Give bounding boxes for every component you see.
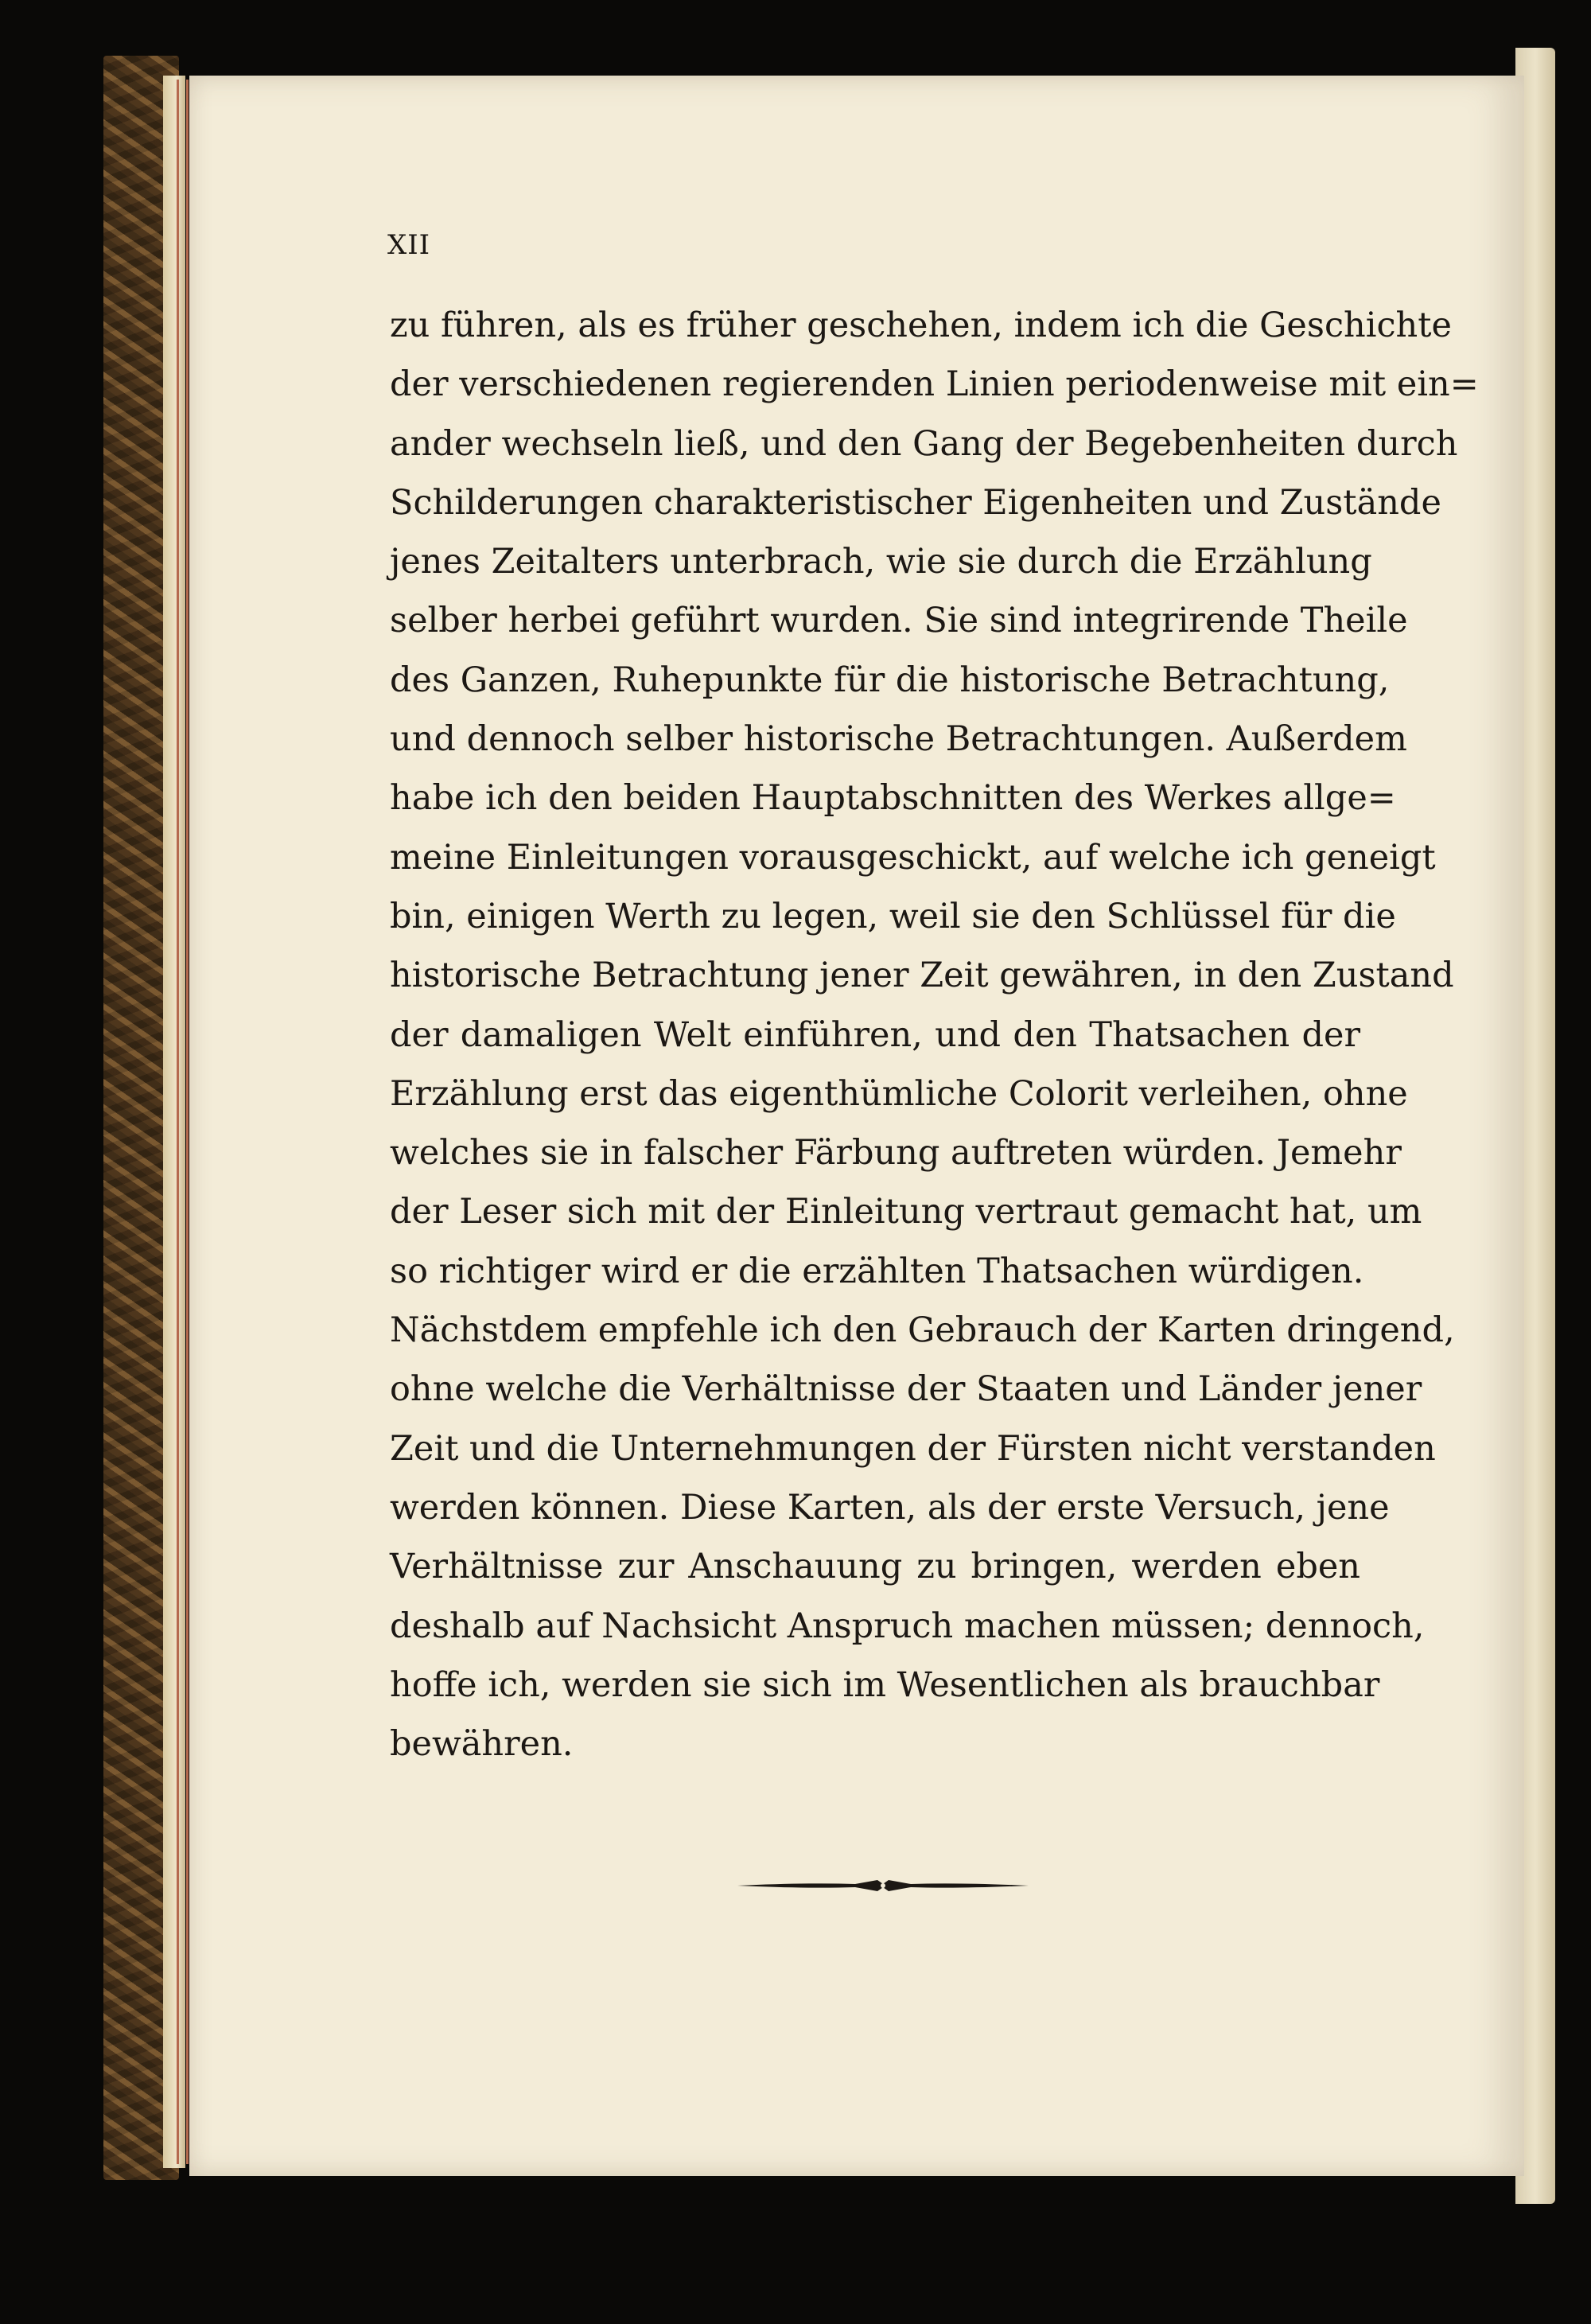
- text-line: welches sie in falscher Färbung auftreten würden. Jemehr: [390, 1133, 1402, 1174]
- text-line: hoffe ich, werden sie sich im Wesentlichen als brauchbar: [390, 1664, 1380, 1705]
- text-line: jenes Zeitalters unterbrach, wie sie durch die Erzählung: [390, 542, 1372, 582]
- text-line: ander wechseln ließ, und den Gang der Begebenheiten durch: [390, 423, 1458, 464]
- text-line: deshalb auf Nachsicht Anspruch machen müssen; dennoch,: [390, 1606, 1425, 1646]
- text-line: des Ganzen, Ruhepunkte für die historische Betrachtung,: [390, 660, 1390, 700]
- text-line: so richtiger wird er die erzählten Thatsachen würdigen.: [390, 1251, 1364, 1291]
- text-line: Erzählung erst das eigenthümliche Colorit verleihen, ohne: [390, 1073, 1408, 1114]
- text-line: habe ich den beiden Hauptabschnitten des Werkes allge=: [390, 778, 1396, 819]
- text-line: meine Einleitungen vorausgeschickt, auf welche ich geneigt: [390, 837, 1436, 878]
- text-line: Verhältnisse zur Anschauung zu bringen, werden eben: [390, 1547, 1360, 1587]
- page-number: XII: [387, 229, 431, 261]
- text-line: werden können. Diese Karten, als der erste Versuch, jene: [390, 1487, 1390, 1528]
- text-line: und dennoch selber historische Betrachtungen. Außerdem: [390, 719, 1407, 760]
- text-line: bin, einigen Werth zu legen, weil sie den Schlüssel für die: [390, 896, 1396, 936]
- text-line: Schilderungen charakteristischer Eigenheiten und Zustände: [390, 482, 1441, 523]
- text-line: selber herbei geführt wurden. Sie sind integrirende Theile: [390, 601, 1408, 641]
- ornament-divider: [736, 1874, 1030, 1898]
- text-line: bewähren.: [390, 1724, 574, 1765]
- text-line: historische Betrachtung jener Zeit gewähren, in den Zustand: [390, 956, 1454, 996]
- text-line: ohne welche die Verhältnisse der Staaten und Länder jener: [390, 1369, 1422, 1410]
- text-line: der verschiedenen regierenden Linien periodenweise mit ein=: [390, 364, 1479, 405]
- text-line: Zeit und die Unternehmungen der Fürsten nicht verstanden: [390, 1428, 1436, 1469]
- text-line: der damaligen Welt einführen, und den Thatsachen der: [390, 1014, 1360, 1055]
- gutter-rule: [186, 80, 189, 2164]
- body-text: [390, 296, 1479, 1773]
- text-line: der Leser sich mit der Einleitung vertraut gemacht hat, um: [390, 1192, 1422, 1232]
- page-gutter: [163, 76, 185, 2168]
- text-line: zu führen, als es früher geschehen, indem ich die Geschichte: [390, 306, 1452, 345]
- gutter-rule: [177, 80, 179, 2164]
- text-line: Nächstdem empfehle ich den Gebrauch der Karten dringend,: [390, 1310, 1455, 1351]
